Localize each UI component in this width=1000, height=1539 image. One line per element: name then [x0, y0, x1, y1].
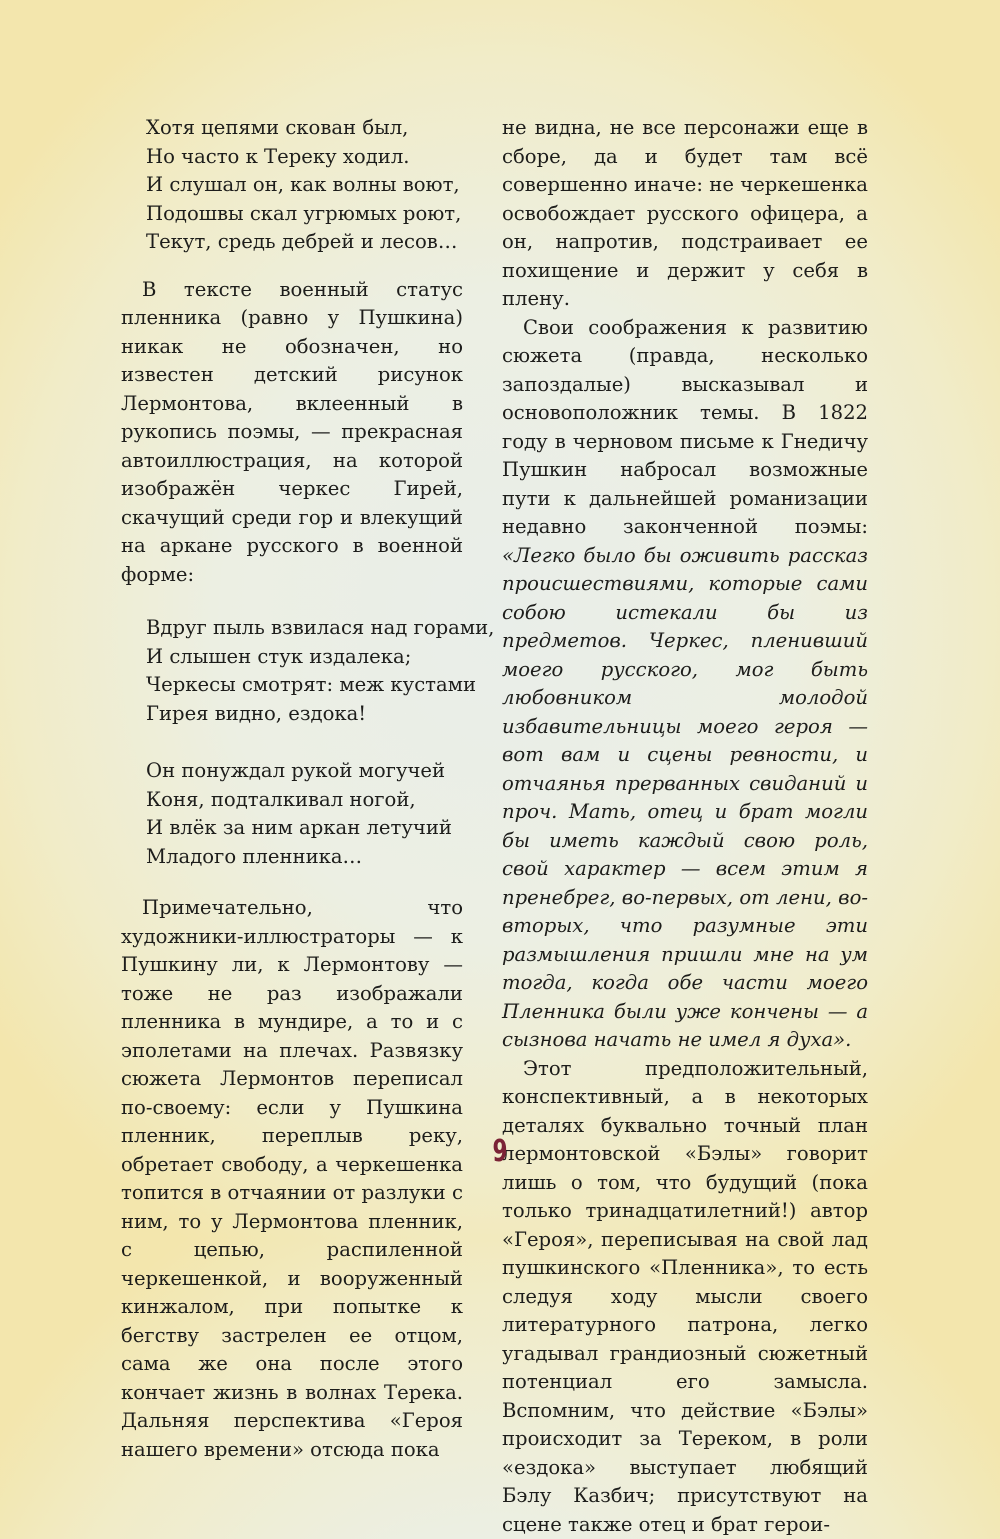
body-paragraph-continuation: не видна, не все персонажи еще в сборе, да и будет там всё совершенно иначе: не черкешенка освобождает русского офицера, а он, напротив, подстраивает ее похищение и держит у себя в плену.: [502, 114, 868, 314]
poem-line: И слушал он, как волны воют,: [146, 171, 463, 200]
body-paragraph: В тексте военный статус пленника (равно у Пушкина) никак не обозначен, но известен детский рисунок Лермонтова, вклеенный в рукопись поэмы, — прекрасная автоиллюстрация, на которой изображён черкес Гирей, скачущий среди гор и влекущий на аркане русского в военной форме:: [121, 276, 463, 590]
body-paragraph: Примечательно, что художники-иллюстраторы — к Пушкину ли, к Лермонтову — тоже не раз изображали пленника в мундире, а то и с эполетами на плечах. Развязку сюжета Лермонтов переписал по-своему: если у Пушкина пленник, переплыв реку, обретает свободу, а черкешенка топится в отчаянии от разлуки с ним, то у Лермонтова пленник, с цепью, распиленной черкешенкой, и вооруженный кинжалом, при попытке к бегству застрелен ее отцом, сама же она после этого кончает жизнь в волнах Терека. Дальняя перспектива «Героя нашего времени» отсюда пока: [121, 894, 463, 1464]
poem-stanza: [121, 614, 463, 728]
poem-line: И влёк за ним аркан летучий: [146, 814, 463, 843]
paragraph-text: Свои соображения к развитию сюжета (правда, несколько запоздалые) высказывал и основоположник темы. В 1822 году в черновом письме к Гнедичу Пушкин набросал возможные пути к дальнейшей романизации недавно законченной поэмы:: [502, 316, 868, 539]
poem-line: Черкесы смотрят: меж кустами: [146, 671, 463, 700]
poem-line: Текут, средь дебрей и лесов…: [146, 228, 463, 257]
poem-line: Младого пленника…: [146, 843, 463, 872]
body-paragraph: Этот предположительный, конспективный, а в некоторых деталях буквально точный план лермонтовской «Бэлы» говорит лишь о том, что будущий (пока только тринадцатилетний!) автор «Героя», переписывая на свой лад пушкинского «Пленника», то есть следуя ходу мысли своего литературного патрона, легко угадывал грандиозный сюжетный потенциал его замысла. Вспомним, что действие «Бэлы» происходит за Тереком, в роли «ездока» выступает любящий Бэлу Казбич; присутствуют на сцене также отец и брат герои-: [502, 1055, 868, 1539]
poem-line: Подошвы скал угрюмых роют,: [146, 200, 463, 229]
poem-line: Вдруг пыль взвилася над горами,: [146, 614, 463, 643]
poem-line: Гирея видно, ездока!: [146, 700, 463, 729]
poem-line: Коня, подталкивал ногой,: [146, 786, 463, 815]
left-column: [121, 114, 463, 1464]
poem-line: Хотя цепями скован был,: [146, 114, 463, 143]
poem-line: Он понуждал рукой могучей: [146, 757, 463, 786]
poem-line: И слышен стук издалека;: [146, 643, 463, 672]
body-paragraph: [502, 314, 868, 1055]
right-column: [502, 114, 868, 1539]
page-number: 9: [140, 1134, 860, 1169]
poem-line: Но часто к Тереку ходил.: [146, 143, 463, 172]
poem-stanza: [121, 757, 463, 871]
poem-excerpt: [121, 114, 463, 257]
pushkin-letter-quote: «Легко было бы оживить рассказ происшествиями, которые сами собою истекали бы из предметов. Черкес, пленивший моего русского, мог быть любовником молодой избавительницы моего героя — вот вам и сцены ревности, и отчаянья прерванных свиданий и проч. Мать, отец и брат могли бы иметь каждый свою роль, свой характер — всем этим я пренебрег, во-первых, от лени, во-вторых, что разумные эти размышления пришли мне на ум тогда, когда обе части моего Пленника были уже кончены — а сызнова начать не имел я духа».: [502, 544, 868, 1052]
